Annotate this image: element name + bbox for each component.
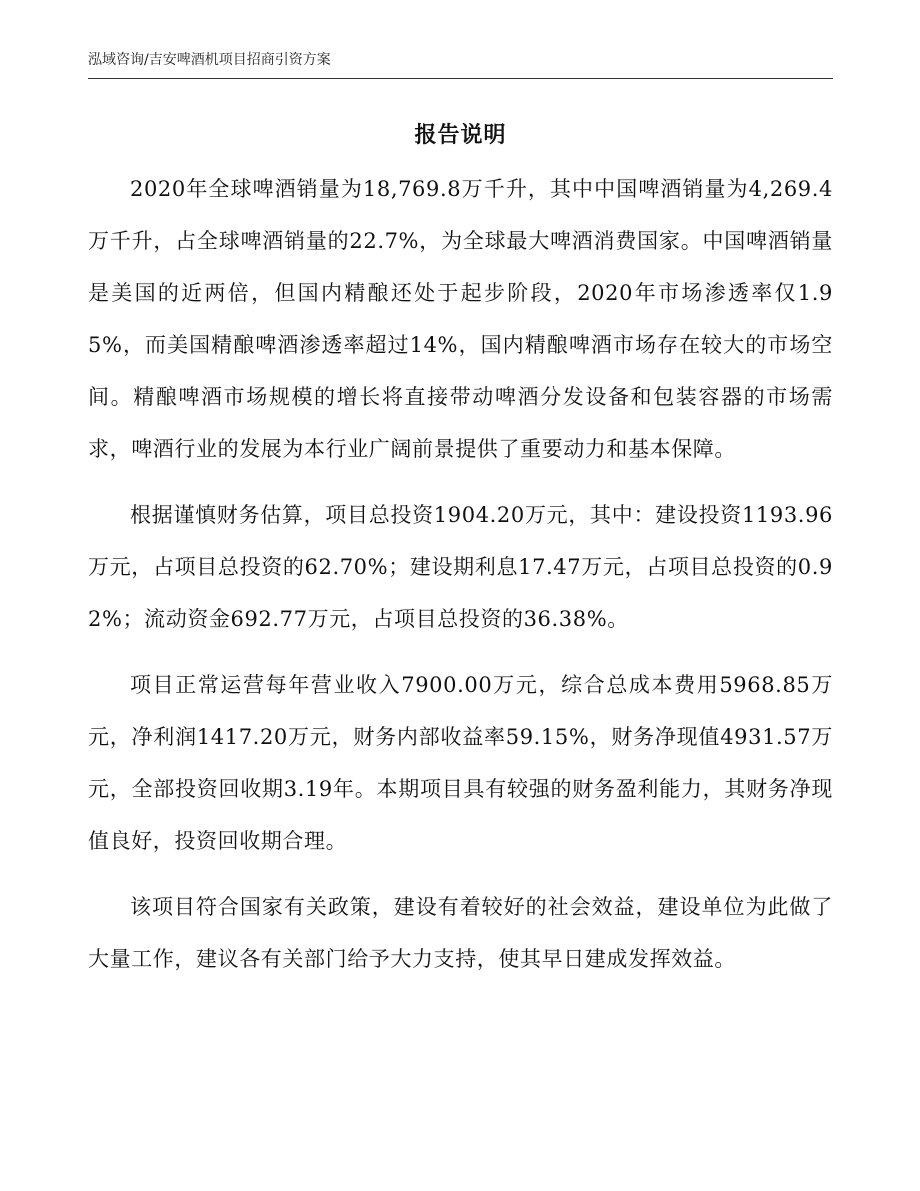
page-title: 报告说明 <box>414 123 507 148</box>
paragraph-financials: 项目正常运营每年营业收入7900.00万元，综合总成本费用5968.85万元，净利润1417.20万元，财务内部收益率59.15%，财务净现值4931.57万元，全部投资回收期3.19年。本期项目具有较强的财务盈利能力，其财务净现值良好，投资回收期合理。 <box>88 673 833 853</box>
header-divider <box>88 78 833 79</box>
paragraph-investment: 根据谨慎财务估算，项目总投资1904.20万元，其中：建设投资1193.96万元，占项目总投资的62.70%；建设期利息17.47万元，占项目总投资的0.92%；流动资金692.77万元，占项目总投资的36.38%。 <box>88 503 833 631</box>
page-header: 泓域咨询/吉安啤酒机项目招商引资方案 <box>88 52 331 68</box>
paragraph-market-overview: 2020年全球啤酒销量为18,769.8万千升，其中中国啤酒销量为4,269.4万千升，占全球啤酒销量的22.7%，为全球最大啤酒消费国家。中国啤酒销量是美国的近两倍，但国内精酿还处于起步阶段，2020年市场渗透率仅1.95%，而美国精酿啤酒渗透率超过14%，国内精酿啤酒市场存在较大的市场空间。精酿啤酒市场规模的增长将直接带动啤酒分发设备和包装容器的市场需求，啤酒行业的发展为本行业广阔前景提供了重要动力和基本保障。 <box>88 177 833 461</box>
report-body <box>88 163 833 999</box>
paragraph-conclusion: 该项目符合国家有关政策，建设有着较好的社会效益，建设单位为此做了大量工作，建议各有关部门给予大力支持，使其早日建成发挥效益。 <box>88 895 833 971</box>
